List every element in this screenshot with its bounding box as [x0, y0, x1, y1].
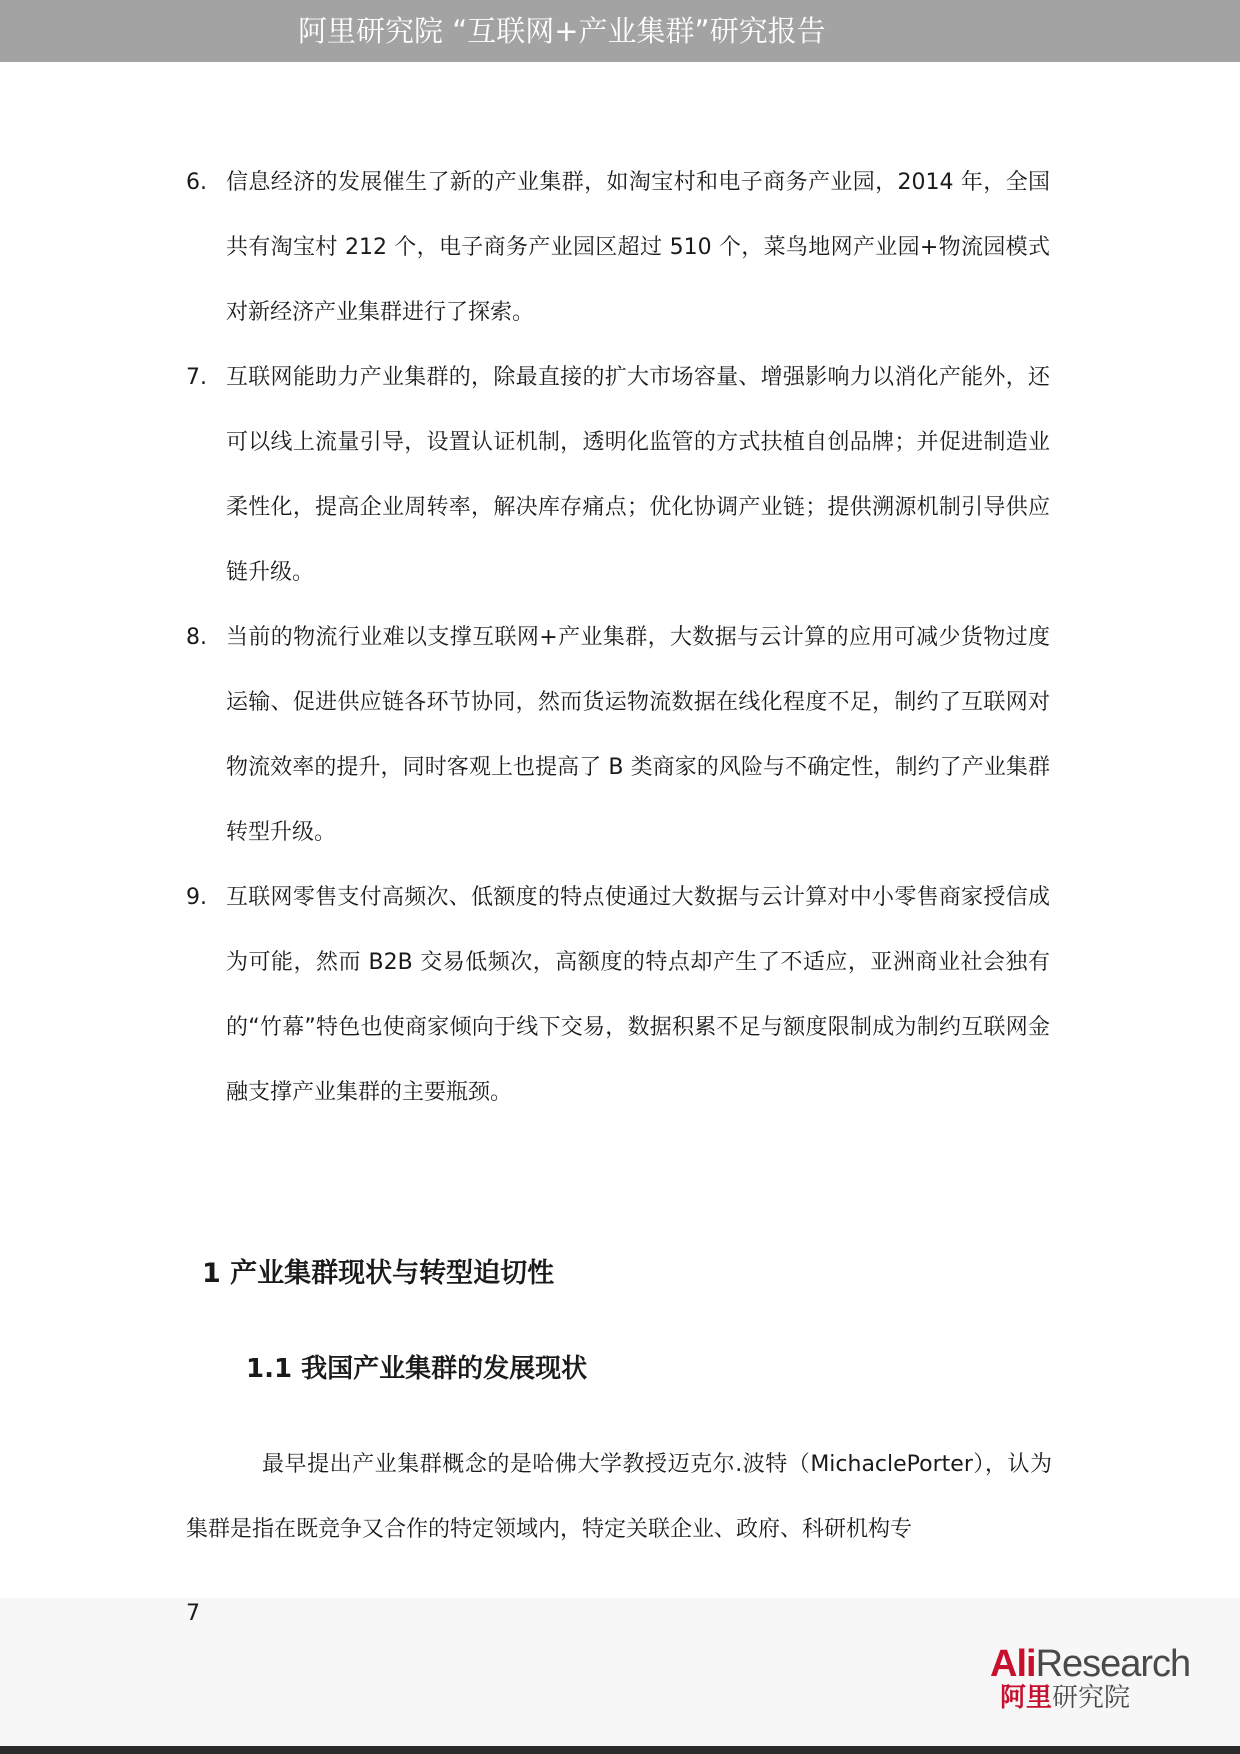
logo-chinese [1000, 1685, 1130, 1711]
subsection-heading: 1.1 我国产业集群的发展现状 [246, 1354, 588, 1384]
list-item-number: 8. [186, 625, 207, 650]
list-item-text: 互联网零售支付高频次、低额度的特点使通过大数据与云计算对中小零售商家授信成为可能，然而 B2B 交易低频次，高额度的特点却产生了不适应，亚洲商业社会独有的“竹幕”特色也使商家倾向于线下交易，数据积累不足与额度限制成为制约互联网金融支撑产业集群的主要瓶颈。 [226, 885, 1050, 1105]
list-item-text: 当前的物流行业难以支撑互联网+产业集群，大数据与云计算的应用可减少货物过度运输、促进供应链各环节协同，然而货运物流数据在线化程度不足，制约了互联网对物流效率的提升，同时客观上也提高了 B 类商家的风险与不确定性，制约了产业集群转型升级。 [226, 625, 1050, 845]
logo-institute-text: 研究院 [1052, 1683, 1131, 1713]
bottom-bar [0, 1746, 1240, 1754]
logo-research-text: Research [1035, 1643, 1191, 1685]
list-item-text: 互联网能助力产业集群的，除最直接的扩大市场容量、增强影响力以消化产能外，还可以线上流量引导，设置认证机制，透明化监管的方式扶植自创品牌；并促进制造业柔性化，提高企业周转率，解决库存痛点；优化协调产业链；提供溯源机制引导供应链升级。 [226, 365, 1050, 585]
aliresearch-logo [990, 1645, 1210, 1715]
header-title: 阿里研究院 “互联网+产业集群”研究报告 [298, 14, 826, 48]
logo-wordmark [990, 1645, 1190, 1683]
list-item-number: 9. [186, 885, 207, 910]
section-heading: 1 产业集群现状与转型迫切性 [202, 1258, 555, 1289]
list-item-text: 信息经济的发展催生了新的产业集群，如淘宝村和电子商务产业园，2014 年，全国共有淘宝村 212 个，电子商务产业园区超过 510 个，菜鸟地网产业园+物流园模式对新经济产业集群进行了探索。 [226, 170, 1050, 325]
logo-ali-cn-text: 阿里 [1000, 1683, 1053, 1713]
page-number: 7 [186, 1601, 200, 1626]
list-item-number: 7. [186, 365, 207, 390]
page-header [0, 0, 1240, 62]
list-item-number: 6. [186, 170, 207, 195]
logo-ali-text: Ali [990, 1643, 1036, 1685]
body-paragraph: 最早提出产业集群概念的是哈佛大学教授迈克尔.波特（MichaclePorter），认为集群是指在既竞争又合作的特定领域内，特定关联企业、政府、科研机构专 [186, 1452, 1052, 1542]
